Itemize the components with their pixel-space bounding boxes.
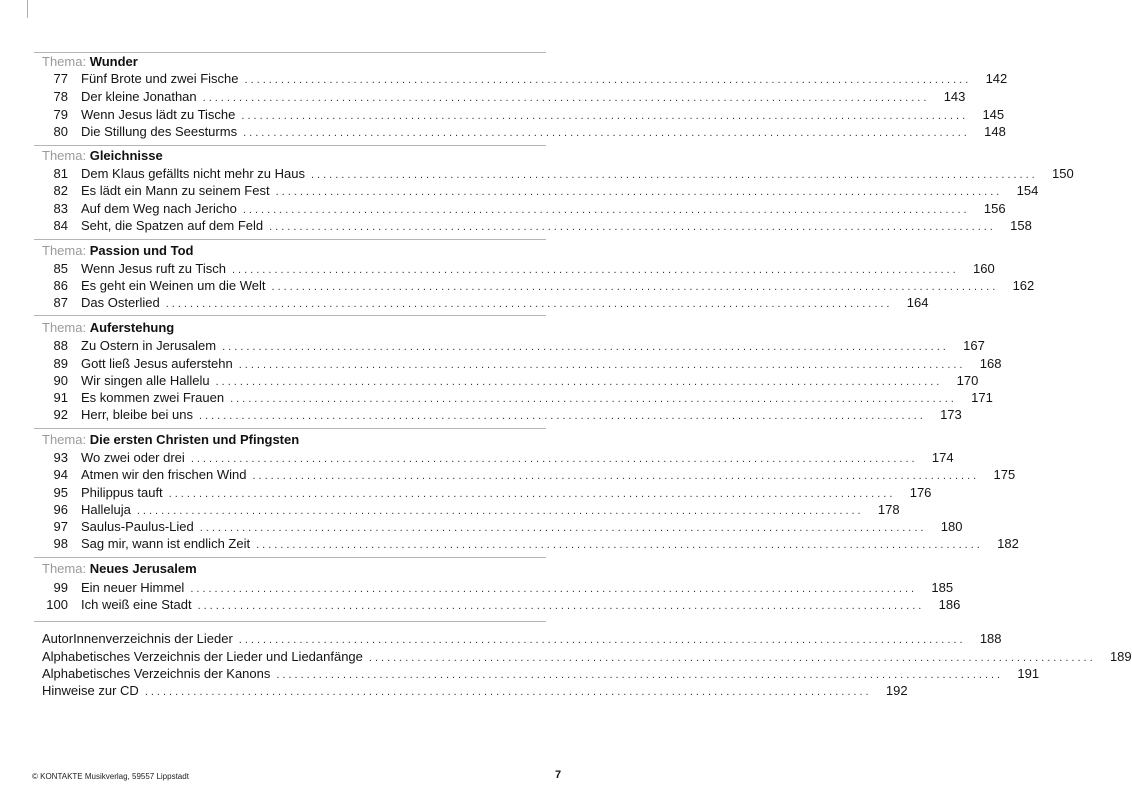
dot-leader: ........................................................................................................................ <box>243 127 970 139</box>
toc-entry[interactable] <box>34 294 929 311</box>
entry-title: Philippus tauft <box>81 485 163 500</box>
appendix-entry[interactable] <box>42 682 908 699</box>
entry-title: Wo zwei oder drei <box>81 450 185 465</box>
dot-leader: ........................................................................................................................ <box>242 204 970 216</box>
entry-page: 185 <box>931 580 954 595</box>
entry-title: Dem Klaus gefällts nicht mehr zu Haus <box>81 166 305 181</box>
entry-page: 148 <box>984 124 1006 139</box>
entry-title: Das Osterlied <box>81 295 160 310</box>
toc-entry[interactable] <box>34 518 963 535</box>
publisher-footer: © KONTAKTE Musikverlag, 59557 Lippstadt <box>32 772 189 781</box>
entry-number: 86 <box>53 278 68 293</box>
toc-entry[interactable] <box>34 449 954 466</box>
entry-title: Wir singen alle Hallelu <box>81 373 210 388</box>
toc-entry[interactable] <box>34 337 985 354</box>
entry-number: 79 <box>53 107 68 122</box>
entry-title: Ein neuer Himmel <box>81 580 185 595</box>
dot-leader: ........................................................................................................................ <box>190 583 918 595</box>
dot-leader: ........................................................................................................................ <box>168 488 896 500</box>
dot-leader: ........................................................................................................................ <box>215 376 943 388</box>
entry-number: 85 <box>53 261 68 276</box>
entry-page: 150 <box>1052 166 1074 181</box>
toc-entry[interactable] <box>34 217 1032 234</box>
toc-entry[interactable] <box>34 165 1074 182</box>
toc-entry[interactable] <box>34 88 966 105</box>
dot-leader: ........................................................................................................................ <box>199 522 927 534</box>
entry-number: 96 <box>53 502 68 517</box>
entry-number: 78 <box>53 89 68 104</box>
entry-title: Halleluja <box>81 502 131 517</box>
toc-entry[interactable] <box>34 277 1035 294</box>
toc-entry[interactable] <box>34 182 1039 199</box>
entry-page: 142 <box>985 71 1008 86</box>
entry-page: 160 <box>973 261 995 276</box>
entry-page: 162 <box>1012 278 1035 293</box>
dot-leader: ........................................................................................................................ <box>230 393 957 405</box>
dot-leader: ........................................................................................................................ <box>165 298 893 310</box>
entry-number: 97 <box>53 519 68 534</box>
entry-number: 94 <box>53 467 68 482</box>
toc-entry[interactable] <box>34 406 962 423</box>
entry-page: 191 <box>1017 666 1040 681</box>
entry-page: 174 <box>931 450 954 465</box>
appendix-entry[interactable] <box>42 648 1132 665</box>
entry-number: 87 <box>53 295 68 310</box>
section-title: Wunder <box>89 54 138 69</box>
entry-number: 91 <box>53 390 68 405</box>
entry-page: 175 <box>993 467 1016 482</box>
entry-page: 180 <box>940 519 963 534</box>
toc-entry[interactable] <box>34 70 1008 87</box>
entry-page: 170 <box>956 373 979 388</box>
dot-leader: ........................................................................................................................ <box>310 169 1038 181</box>
entry-title: Sag mir, wann ist endlich Zeit <box>81 536 251 551</box>
toc-entry[interactable] <box>34 501 900 518</box>
entry-page: 143 <box>943 89 966 104</box>
entry-number: 99 <box>53 580 68 595</box>
entry-page: 186 <box>938 597 961 612</box>
entry-title: Fünf Brote und zwei Fische <box>81 71 239 86</box>
dot-leader: ........................................................................................................................ <box>197 600 925 612</box>
entry-number: 90 <box>53 373 68 388</box>
appendix-entry[interactable] <box>42 630 1002 647</box>
entry-title: Seht, die Spatzen auf dem Feld <box>81 218 264 233</box>
dot-leader: ........................................................................................................................ <box>256 539 983 551</box>
toc-entry[interactable] <box>34 484 932 501</box>
entry-page: 167 <box>963 338 985 353</box>
entry-title: Saulus-Paulus-Lied <box>81 519 194 534</box>
section-divider <box>34 145 546 146</box>
entry-page: 188 <box>979 631 1002 646</box>
entry-number: 89 <box>53 356 68 371</box>
entry-number: 80 <box>53 124 68 139</box>
section-divider <box>34 621 546 622</box>
dot-leader: ........................................................................................................................ <box>269 221 996 233</box>
dot-leader: ........................................................................................................................ <box>238 359 966 371</box>
dot-leader: ........................................................................................................................ <box>276 669 1004 681</box>
dot-leader: ........................................................................................................................ <box>271 281 999 293</box>
entry-title: Der kleine Jonathan <box>81 89 197 104</box>
entry-title: Auf dem Weg nach Jericho <box>81 201 237 216</box>
section-heading <box>42 561 197 577</box>
thema-label: Thema: <box>42 561 87 576</box>
page-number: 7 <box>555 769 562 781</box>
toc-entry[interactable] <box>34 355 1002 372</box>
section-divider <box>34 315 546 316</box>
entry-page: 178 <box>877 502 900 517</box>
thema-label: Thema: <box>42 320 87 335</box>
entry-title: Es kommen zwei Frauen <box>81 390 225 405</box>
entry-number: 81 <box>53 166 68 181</box>
toc-entry[interactable] <box>34 389 993 406</box>
entry-page: 173 <box>940 407 962 422</box>
entry-title: AutorInnenverzeichnis der Lieder <box>42 631 233 646</box>
toc-entry[interactable] <box>34 596 961 613</box>
dot-leader: ........................................................................................................................ <box>252 470 980 482</box>
toc-entry[interactable] <box>34 123 1006 140</box>
entry-title: Es geht ein Weinen um die Welt <box>81 278 266 293</box>
section-heading <box>42 148 163 164</box>
section-divider <box>34 52 546 53</box>
page-edge-mark <box>27 0 28 18</box>
entry-title: Alphabetisches Verzeichnis der Kanons <box>42 666 271 681</box>
toc-entry[interactable] <box>34 466 1016 483</box>
thema-label: Thema: <box>42 243 87 258</box>
section-title: Neues Jerusalem <box>89 561 197 576</box>
entry-page: 145 <box>982 107 1005 122</box>
dot-leader: ........................................................................................................................ <box>275 186 1003 198</box>
section-divider <box>34 428 546 429</box>
toc-entry[interactable] <box>34 535 1019 552</box>
entry-title: Gott ließ Jesus auferstehn <box>81 356 233 371</box>
section-heading <box>42 320 174 336</box>
entry-title: Ich weiß eine Stadt <box>81 597 192 612</box>
dot-leader: ........................................................................................................................ <box>202 92 930 104</box>
entry-title: Wenn Jesus lädt zu Tische <box>81 107 236 122</box>
entry-page: 164 <box>906 295 929 310</box>
entry-page: 182 <box>997 536 1019 551</box>
section-heading <box>42 432 299 448</box>
section-title: Passion und Tod <box>89 243 194 258</box>
thema-label: Thema: <box>42 148 87 163</box>
section-title: Gleichnisse <box>89 148 163 163</box>
entry-title: Alphabetisches Verzeichnis der Lieder und Liedanfänge <box>42 649 363 664</box>
dot-leader: ........................................................................................................................ <box>199 410 926 422</box>
section-heading <box>42 54 138 70</box>
entry-title: Hinweise zur CD <box>42 683 139 698</box>
entry-number: 84 <box>53 218 68 233</box>
entry-title: Es lädt ein Mann zu seinem Fest <box>81 183 270 198</box>
entry-number: 83 <box>53 201 68 216</box>
dot-leader: ........................................................................................................................ <box>222 341 949 353</box>
entry-title: Wenn Jesus ruft zu Tisch <box>81 261 226 276</box>
entry-number: 82 <box>53 183 68 198</box>
entry-page: 158 <box>1010 218 1032 233</box>
entry-number: 98 <box>53 536 68 551</box>
entry-number: 93 <box>53 450 68 465</box>
appendix-entry[interactable] <box>42 665 1040 682</box>
section-divider <box>34 239 546 240</box>
dot-leader: ........................................................................................................................ <box>144 686 872 698</box>
entry-title: Zu Ostern in Jerusalem <box>81 338 217 353</box>
entry-number: 95 <box>53 485 68 500</box>
entry-page: 168 <box>979 356 1002 371</box>
toc-entry[interactable] <box>34 579 954 596</box>
entry-title: Die Stillung des Seesturms <box>81 124 238 139</box>
entry-number: 77 <box>53 71 68 86</box>
entry-page: 189 <box>1109 649 1132 664</box>
entry-title: Herr, bleibe bei uns <box>81 407 194 422</box>
dot-leader: ........................................................................................................................ <box>244 74 972 86</box>
entry-page: 176 <box>909 485 932 500</box>
entry-page: 156 <box>983 201 1006 216</box>
thema-label: Thema: <box>42 432 87 447</box>
entry-page: 154 <box>1016 183 1039 198</box>
section-heading <box>42 243 193 259</box>
entry-title: Atmen wir den frischen Wind <box>81 467 247 482</box>
section-title: Auferstehung <box>89 320 175 335</box>
dot-leader: ........................................................................................................................ <box>190 453 918 465</box>
dot-leader: ........................................................................................................................ <box>232 264 959 276</box>
dot-leader: ........................................................................................................................ <box>136 505 864 517</box>
toc-entry[interactable] <box>34 200 1006 217</box>
toc-entry[interactable] <box>34 260 995 277</box>
entry-number: 100 <box>46 597 68 612</box>
toc-entry[interactable] <box>34 106 1005 123</box>
section-divider <box>34 557 546 558</box>
entry-number: 88 <box>53 338 68 353</box>
dot-leader: ........................................................................................................................ <box>368 652 1096 664</box>
dot-leader: ........................................................................................................................ <box>238 634 966 646</box>
dot-leader: ........................................................................................................................ <box>241 110 969 122</box>
entry-number: 92 <box>53 407 68 422</box>
toc-entry[interactable] <box>34 372 979 389</box>
entry-page: 171 <box>971 390 993 405</box>
thema-label: Thema: <box>42 54 87 69</box>
entry-page: 192 <box>885 683 908 698</box>
section-title: Die ersten Christen und Pfingsten <box>89 432 300 447</box>
